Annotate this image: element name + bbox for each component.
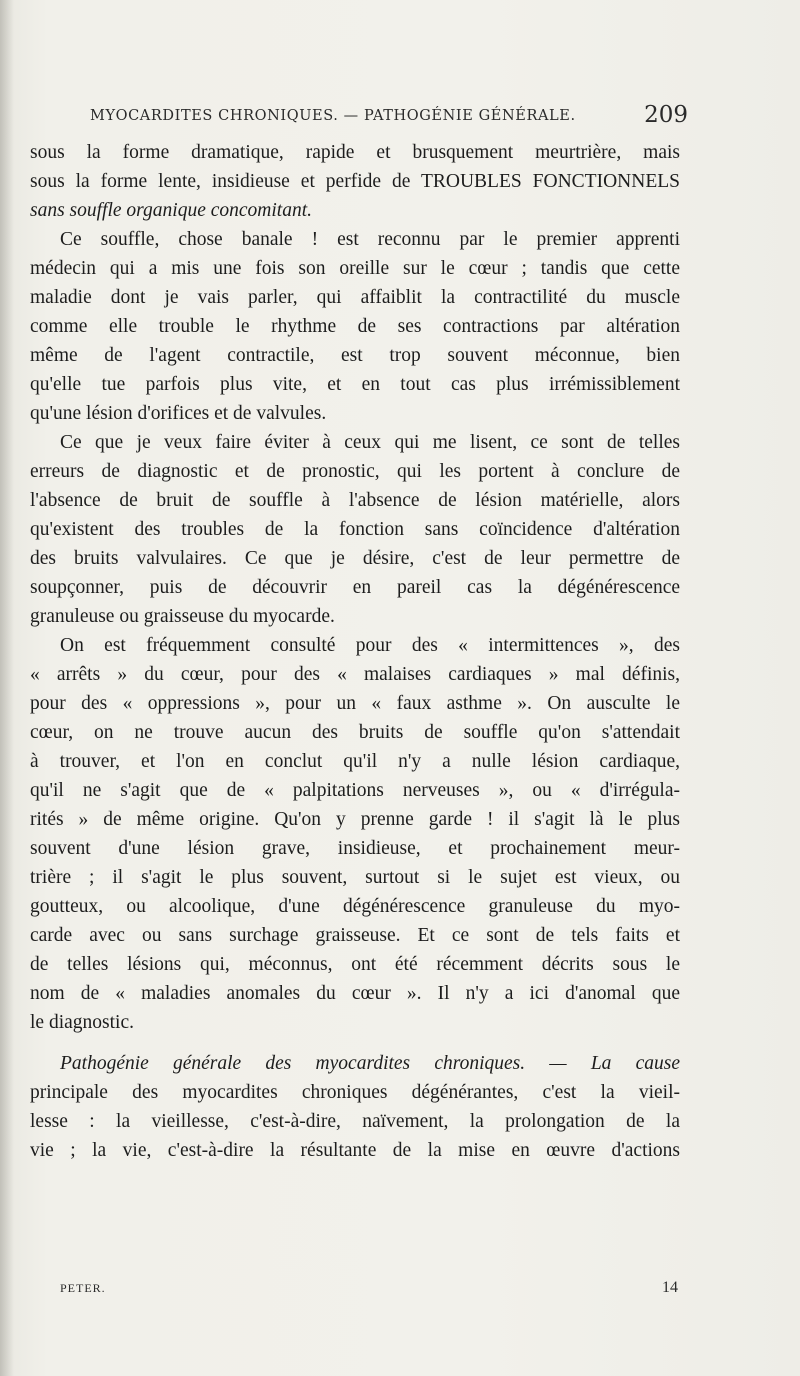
paragraph-gap [30,1037,680,1049]
text-line: souvent d'une lésion grave, insidieuse, et prochainement meur- [30,838,680,859]
text-line: qu'il ne s'agit que de « palpitations nerveuses », ou « d'irrégula- [30,780,680,801]
text-line: soupçonner, puis de découvrir en pareil cas la dégénérescence [30,577,680,598]
text-line: granuleuse ou graisseuse du myocarde. [30,606,335,627]
text-line: qu'elle tue parfois plus vite, et en tout cas plus irrémissiblement [30,374,680,395]
text-line: principale des myocardites chroniques dégénérantes, c'est la vieil- [30,1082,680,1103]
text-line: lesse : la vieillesse, c'est-à-dire, naïvement, la prolongation de la [30,1111,680,1132]
text-line: maladie dont je vais parler, qui affaiblit la contractilité du muscle [30,287,680,308]
text-line: nom de « maladies anomales du cœur ». Il n'y a ici d'anomal que [30,983,680,1004]
text-line: des bruits valvulaires. Ce que je désire, c'est de leur permettre de [30,548,680,569]
running-header [90,102,688,128]
page-number: 209 [644,102,688,128]
text-line: « arrêts » du cœur, pour des « malaises cardiaques » mal définis, [30,664,680,685]
page-footer [60,1279,678,1297]
text-line: On est fréquemment consulté pour des « intermittences », des [60,635,680,656]
text-line: même de l'agent contractile, est trop souvent méconnue, bien [30,345,680,366]
printer-mark: PETER. [60,1281,106,1295]
text-line: médecin qui a mis une fois son oreille sur le cœur ; tandis que cette [30,258,680,279]
text-line: sous la forme lente, insidieuse et perfide de TROUBLES FONCTIONNELS [30,171,680,192]
text-line: trière ; il s'agit le plus souvent, surtout si le sujet est vieux, ou [30,867,680,888]
text-line: pour des « oppressions », pour un « faux asthme ». On ausculte le [30,693,680,714]
text-line: cœur, on ne trouve aucun des bruits de souffle qu'on s'attendait [30,722,680,743]
body-text [30,138,680,1165]
text-line: à trouver, et l'on en conclut qu'il n'y a nulle lésion cardiaque, [30,751,680,772]
text-line: vie ; la vie, c'est-à-dire la résultante de la mise en œuvre d'actions [30,1140,680,1161]
text-line: sous la forme dramatique, rapide et brusquement meurtrière, mais [30,142,680,163]
text-line: l'absence de bruit de souffle à l'absence de lésion matérielle, alors [30,490,680,511]
text-line: sans souffle organique concomitant. [30,200,313,221]
text-line: erreurs de diagnostic et de pronostic, qui les portent à conclure de [30,461,680,482]
text-line: Ce que je veux faire éviter à ceux qui me lisent, ce sont de telles [60,432,680,453]
gutter-shadow [0,0,14,1376]
text-line: de telles lésions qui, méconnus, ont été récemment décrits sous le [30,954,680,975]
text-line: Ce souffle, chose banale ! est reconnu par le premier apprenti [60,229,680,250]
text-line: carde avec ou sans surchage graisseuse. Et ce sont de tels faits et [30,925,680,946]
section-heading-line: Pathogénie générale des myocardites chroniques. — La cause [60,1053,680,1074]
text-line: qu'une lésion d'orifices et de valvules. [30,403,327,424]
text-line: comme elle trouble le rhythme de ses contractions par altération [30,316,680,337]
text-line: le diagnostic. [30,1012,134,1033]
text-line: qu'existent des troubles de la fonction sans coïncidence d'altération [30,519,680,540]
running-title: MYOCARDITES CHRONIQUES. — PATHOGÉNIE GÉNÉRALE. [90,108,576,124]
text-line: rités » de même origine. Qu'on y prenne garde ! il s'agit là le plus [30,809,680,830]
text-line: goutteux, ou alcoolique, d'une dégénérescence granuleuse du myo- [30,896,680,917]
signature-mark: 14 [662,1279,678,1296]
